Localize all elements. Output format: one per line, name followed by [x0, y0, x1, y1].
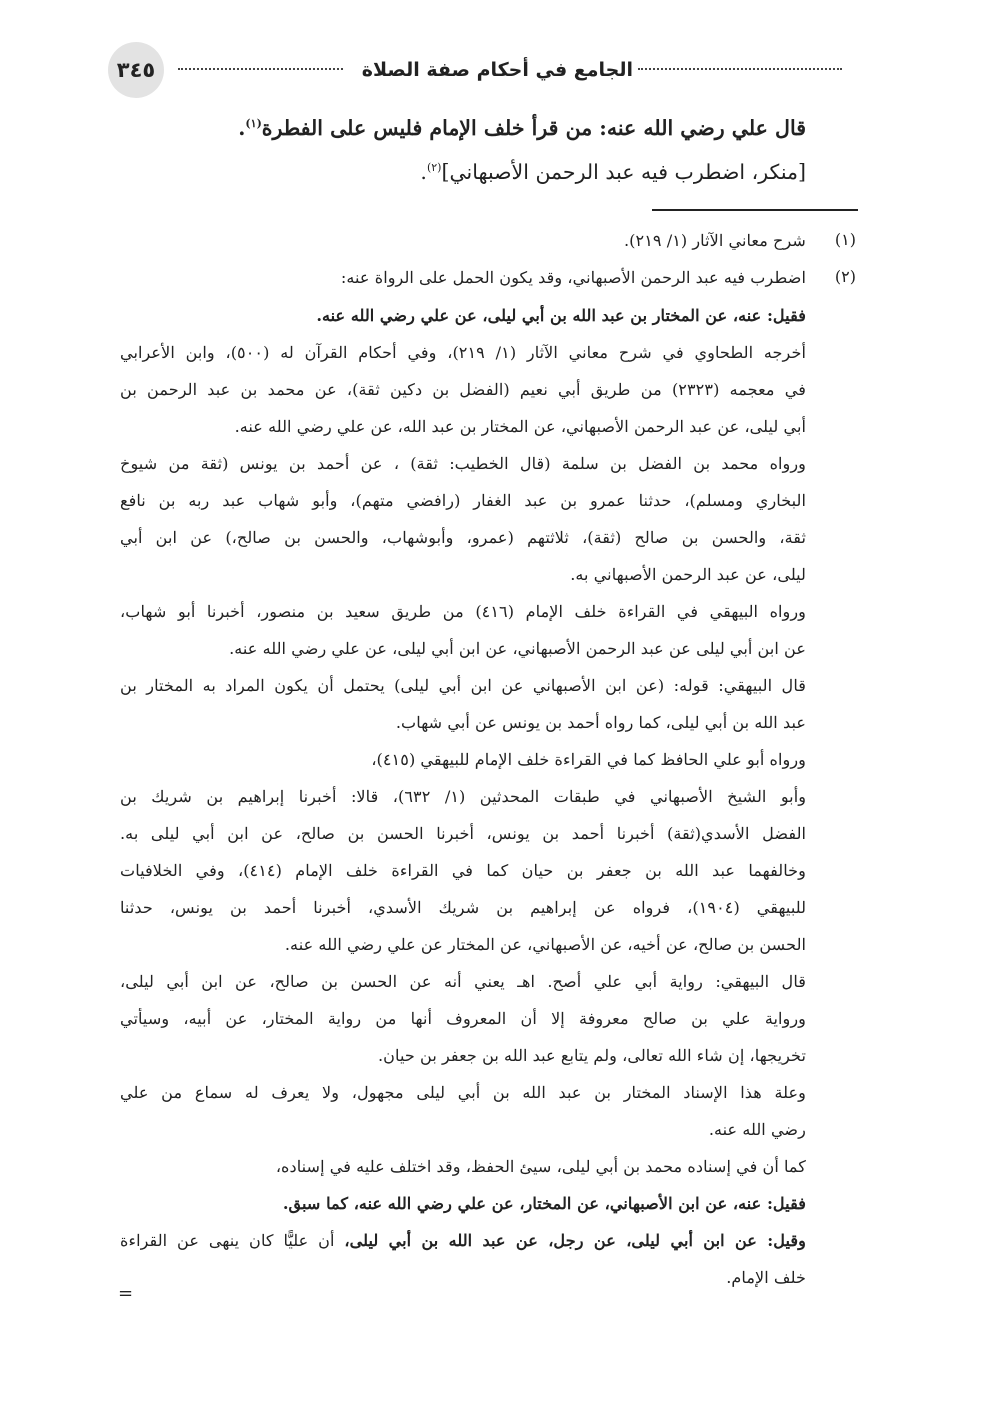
line-text: في معجمه (٢٣٢٣) من طريق أبي نعيم (الفضل بن دكين ثقة)، عن محمد بن عبد الرحمن بن: [120, 380, 806, 399]
line-text: ورواه البيهقي في القراءة خلف الإمام (٤١٦) من طريق سعيد بن منصور، أخبرنا أبو شهاب،: [120, 602, 806, 621]
verdict-line: [منكر، اضطرب فيه عبد الرحمن الأصبهاني]$^{(٢)}$.: [420, 160, 806, 184]
main-quote: قال علي رضي الله عنه: من قرأ خلف الإمام فليس على الفطرة: [261, 116, 806, 140]
line-text: أبي ليلى، عن عبد الرحمن الأصبهاني، عن المختار بن عبد الله، عن علي رضي الله عنه.: [234, 417, 806, 436]
header-dots-right: [638, 68, 842, 70]
line-text: كما أن في إسناده محمد بن أبي ليلى، سيئ الحفظ، وقد اختلف عليه في إسناده،: [275, 1157, 806, 1176]
line-text: أن عليًّا كان ينهى عن القراءة: [120, 1231, 345, 1250]
body-line: [378, 1045, 806, 1067]
line-text: وعلة هذا الإسناد المختار بن عبد الله بن أبي ليلى مجهول، ولا يعرف له سماع من علي: [120, 1083, 806, 1102]
line-text: الفضل الأسدي(ثقة) أخبرنا أحمد بن يونس، أخبرنا الحسن بن صالح، عن ابن أبي ليلى به.: [120, 824, 806, 843]
body-line: [120, 675, 806, 697]
body-line: [371, 749, 806, 771]
line-text: رضي الله عنه.: [708, 1120, 806, 1139]
line-text: البخاري ومسلم)، حدثنا عمرو بن عبد الغفار (رافضي متهم)، وأبو شهاب عبد ربه بن نافع: [120, 491, 806, 510]
line-text: وخالفهما عبد الله بن جعفر بن حيان كما في القراءة خلف الإمام (٤١٤)، وفي الخلافيات: [120, 861, 806, 880]
line-text: ورواية علي بن صالح معروفة إلا أن المعروف أنها من رواية المختار، عن أبيه، وسيأتي: [120, 1009, 806, 1028]
line-text: ثقة، والحسن بن صالح (ثقة)، ثلاثتهم (عمرو، وأبوشهاب، والحسن بن صالح،) عن ابن أبي: [120, 528, 806, 547]
body-line: [726, 1267, 806, 1289]
line-text: عن ابن أبي ليلى عن عبد الرحمن الأصبهاني، عن ابن أبي ليلى، عن علي رضي الله عنه.: [229, 639, 806, 658]
body-line: [235, 416, 806, 438]
header-dots-left: [178, 68, 343, 70]
line-text: ورواه محمد بن الفضل بن سلمة (قال الخطيب: ثقة) ، عن أحمد بن يونس (ثقة من شيوخ: [120, 454, 806, 473]
line-text: تخريجها، إن شاء الله تعالى، ولم يتابع عبد الله بن جعفر بن حيان.: [378, 1046, 806, 1065]
body-line: [120, 1082, 806, 1104]
body-line: [120, 1230, 806, 1252]
footnote-2-text: اضطرب فيه عبد الرحمن الأصبهاني، وقد يكون الحمل على الرواة عنه:: [340, 268, 806, 287]
verdict: [منكر، اضطرب فيه عبد الرحمن الأصبهاني]: [441, 160, 806, 184]
body-line: [283, 1193, 806, 1215]
body-line: [396, 712, 806, 734]
page-number: ٣٤٥: [108, 42, 164, 98]
body-line: [285, 934, 806, 956]
body-line: [120, 527, 806, 549]
footnote-1-marker: (١): [834, 230, 856, 249]
footnote-1-text: شرح معاني الآثار (١/ ٢١٩).: [624, 231, 806, 250]
body-line: [120, 971, 806, 993]
body-line: [120, 786, 806, 808]
line-text: ورواه أبو علي الحافظ كما في القراءة خلف الإمام للبيهقي (٤١٥)،: [371, 750, 806, 769]
body-line: [229, 638, 806, 660]
body-line: [120, 342, 806, 364]
body-line: [120, 601, 806, 623]
line-text: عبد الله بن أبي ليلى، كما رواه أحمد بن يونس عن أبي شهاب.: [395, 713, 806, 732]
line-text: أخرجه الطحاوي في شرح معاني الآثار (١/ ٢١٩)، وفي أحكام القرآن له (٥٠٠)، وابن الأعرابي: [120, 343, 806, 362]
body-line: [316, 305, 806, 327]
body-line: [120, 897, 806, 919]
body-line: [120, 453, 806, 475]
line-text: قال البيهقي: قوله: (عن ابن الأصبهاني عن ابن أبي ليلى) يحتمل أن يكون المراد به المختار بن: [120, 676, 806, 695]
continuation-mark: =: [118, 1283, 134, 1304]
bold-phrase: فقيل: عنه، عن المختار بن عبد الله بن أبي ليلى، عن علي رضي الله عنه.: [316, 306, 806, 325]
body-line: [120, 1008, 806, 1030]
body-line: [570, 564, 806, 586]
footnote-ref-1: (١): [245, 117, 262, 131]
body-line: [120, 823, 806, 845]
footnote-separator: [652, 209, 858, 211]
body-line: [276, 1156, 806, 1178]
body-line: [709, 1119, 806, 1141]
bold-phrase: وقيل: عن ابن أبي ليلى، عن رجل، عن عبد الله بن أبي ليلى،: [344, 1231, 806, 1250]
line-text: الحسن بن صالح، عن أخيه، عن الأصبهاني، عن المختار عن علي رضي الله عنه.: [284, 935, 806, 954]
line-text: ليلى، عن عبد الرحمن الأصبهاني به.: [570, 565, 806, 584]
bold-phrase: فقيل: عنه، عن ابن الأصبهاني، عن المختار، عن علي رضي الله عنه، كما سبق.: [282, 1194, 806, 1213]
footnote-2-marker: (٢): [834, 267, 856, 286]
line-text: قال البيهقي: رواية أبي علي أصح. اهـ يعني أنه عن الحسن بن صالح، عن ابن أبي ليلى،: [120, 972, 806, 991]
body-line: [120, 490, 806, 512]
line-text: وأبو الشيخ الأصبهاني في طبقات المحدثين (١/ ٦٣٢)، قالا: أخبرنا إبراهيم بن شريك بن: [120, 787, 806, 806]
main-quote-line: قال علي رضي الله عنه: من قرأ خلف الإمام فليس على الفطرة$^{(١)}$.: [238, 116, 806, 140]
line-text: خلف الإمام.: [726, 1268, 806, 1287]
body-line: [120, 860, 806, 882]
footnote-ref-2: (٢): [426, 161, 442, 175]
body-line: [120, 379, 806, 401]
line-text: للبيهقي (١٩٠٤)، فرواه عن إبراهيم بن شريك الأسدي، أخبرنا أحمد بن يونس، حدثنا: [120, 898, 806, 917]
running-header-title: الجامع في أحكام صفة الصلاة: [361, 59, 633, 81]
